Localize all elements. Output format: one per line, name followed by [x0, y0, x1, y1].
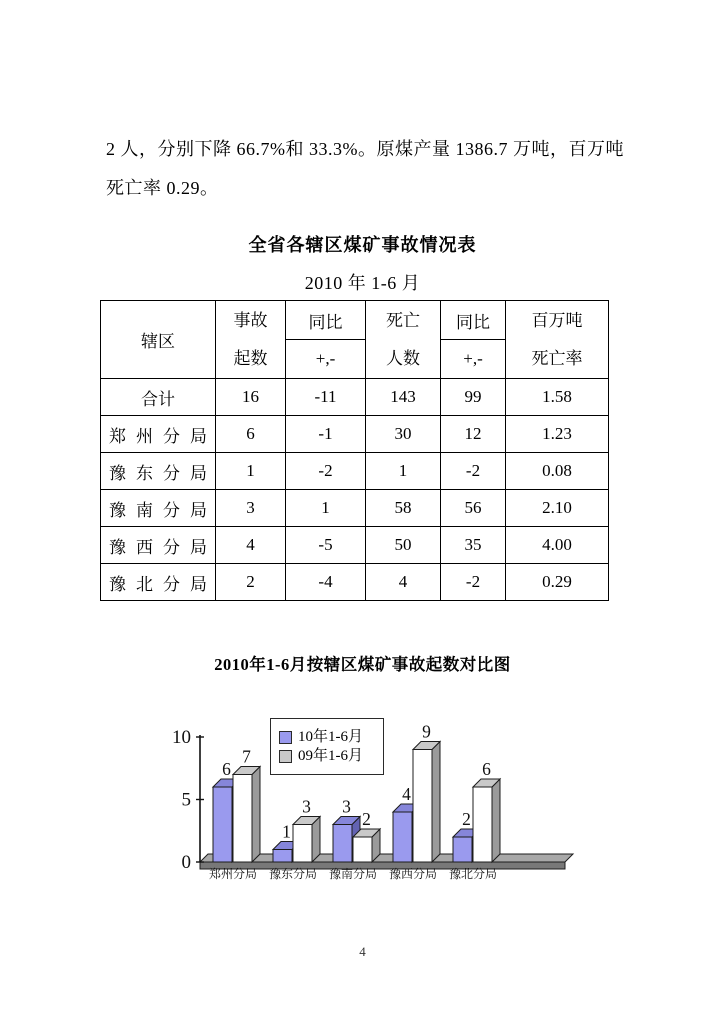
cell-region: 郑州分局	[101, 416, 216, 453]
cell-yoy-deaths: 12	[441, 416, 506, 453]
legend-swatch-2009-icon	[279, 750, 292, 763]
cell-yoy-accidents: -2	[286, 453, 366, 490]
cell-death-rate: 2.10	[506, 490, 609, 527]
header-accidents: 事故 起数	[216, 301, 286, 379]
svg-text:3: 3	[302, 796, 311, 817]
cell-accidents: 4	[216, 527, 286, 564]
cell-region: 豫北分局	[101, 564, 216, 601]
page-number: 4	[359, 944, 366, 959]
legend-item-2010	[279, 730, 383, 745]
cell-death-rate: 1.58	[506, 379, 609, 416]
cell-yoy-accidents: -4	[286, 564, 366, 601]
cell-yoy-deaths: -2	[441, 453, 506, 490]
header-death-rate: 百万吨 死亡率	[506, 301, 609, 379]
table-row	[101, 453, 609, 490]
cell-accidents: 16	[216, 379, 286, 416]
cell-deaths: 30	[366, 416, 441, 453]
svg-text:10: 10	[172, 727, 191, 748]
svg-text:0: 0	[181, 852, 191, 873]
table-row	[101, 416, 609, 453]
header-region: 辖区	[101, 301, 216, 379]
table-row	[101, 490, 609, 527]
table-row	[101, 564, 609, 601]
body-text-line-1: 2 人，分别下降 66.7%和 33.3%。原煤产量 1386.7 万吨，百万吨	[106, 139, 624, 159]
svg-text:6: 6	[482, 759, 491, 779]
svg-text:5: 5	[181, 789, 191, 811]
legend-item-2009	[279, 749, 383, 764]
cell-yoy-deaths: 35	[441, 527, 506, 564]
svg-text:豫南分局: 豫南分局	[328, 867, 378, 881]
svg-text:3: 3	[342, 796, 351, 817]
cell-death-rate: 1.23	[506, 416, 609, 453]
body-text-line-2: 死亡率 0.29。	[106, 178, 219, 198]
table-subtitle: 2010 年 1-6 月	[304, 273, 421, 293]
cell-accidents: 3	[216, 490, 286, 527]
cell-region: 豫南分局	[101, 490, 216, 527]
table-row-total	[101, 379, 609, 416]
cell-deaths: 50	[366, 527, 441, 564]
cell-deaths: 58	[366, 490, 441, 527]
table-row	[101, 527, 609, 564]
svg-text:豫北分局: 豫北分局	[448, 867, 498, 881]
svg-text:6: 6	[222, 759, 231, 779]
cell-yoy-deaths: 99	[441, 379, 506, 416]
header-yoy-accidents: 同比	[286, 301, 366, 340]
cell-yoy-accidents: -5	[286, 527, 366, 564]
cell-yoy-deaths: 56	[441, 490, 506, 527]
svg-text:2: 2	[462, 809, 471, 829]
header-yoy-accidents-sign: +,-	[286, 340, 366, 379]
bar-chart	[145, 695, 605, 905]
accident-table	[100, 300, 609, 601]
svg-text:1: 1	[282, 821, 291, 842]
cell-region: 合计	[101, 379, 216, 416]
legend-label-2009: 09年1-6月	[298, 747, 363, 764]
header-yoy-deaths-sign: +,-	[441, 340, 506, 379]
cell-yoy-accidents: -11	[286, 379, 366, 416]
cell-yoy-accidents: 1	[286, 490, 366, 527]
cell-yoy-accidents: -1	[286, 416, 366, 453]
cell-yoy-deaths: -2	[441, 564, 506, 601]
cell-death-rate: 0.29	[506, 564, 609, 601]
cell-accidents: 2	[216, 564, 286, 601]
legend-label-2010: 10年1-6月	[298, 728, 363, 745]
table-title: 全省各辖区煤矿事故情况表	[248, 235, 477, 255]
chart-title: 2010年1-6月按辖区煤矿事故起数对比图	[214, 655, 511, 674]
cell-region: 豫西分局	[101, 527, 216, 564]
header-deaths: 死亡 人数	[366, 301, 441, 379]
svg-text:2: 2	[362, 809, 371, 829]
svg-text:豫东分局: 豫东分局	[268, 867, 318, 881]
cell-death-rate: 4.00	[506, 527, 609, 564]
cell-deaths: 4	[366, 564, 441, 601]
legend-swatch-2010-icon	[279, 731, 292, 744]
header-yoy-deaths: 同比	[441, 301, 506, 340]
cell-deaths: 143	[366, 379, 441, 416]
cell-deaths: 1	[366, 453, 441, 490]
svg-text:豫西分局: 豫西分局	[388, 867, 438, 881]
svg-text:7: 7	[242, 746, 251, 767]
cell-region: 豫东分局	[101, 453, 216, 490]
chart-legend	[270, 718, 384, 775]
cell-accidents: 6	[216, 416, 286, 453]
svg-text:4: 4	[402, 784, 411, 804]
cell-accidents: 1	[216, 453, 286, 490]
svg-text:9: 9	[422, 721, 431, 742]
cell-death-rate: 0.08	[506, 453, 609, 490]
svg-text:郑州分局: 郑州分局	[208, 867, 258, 881]
